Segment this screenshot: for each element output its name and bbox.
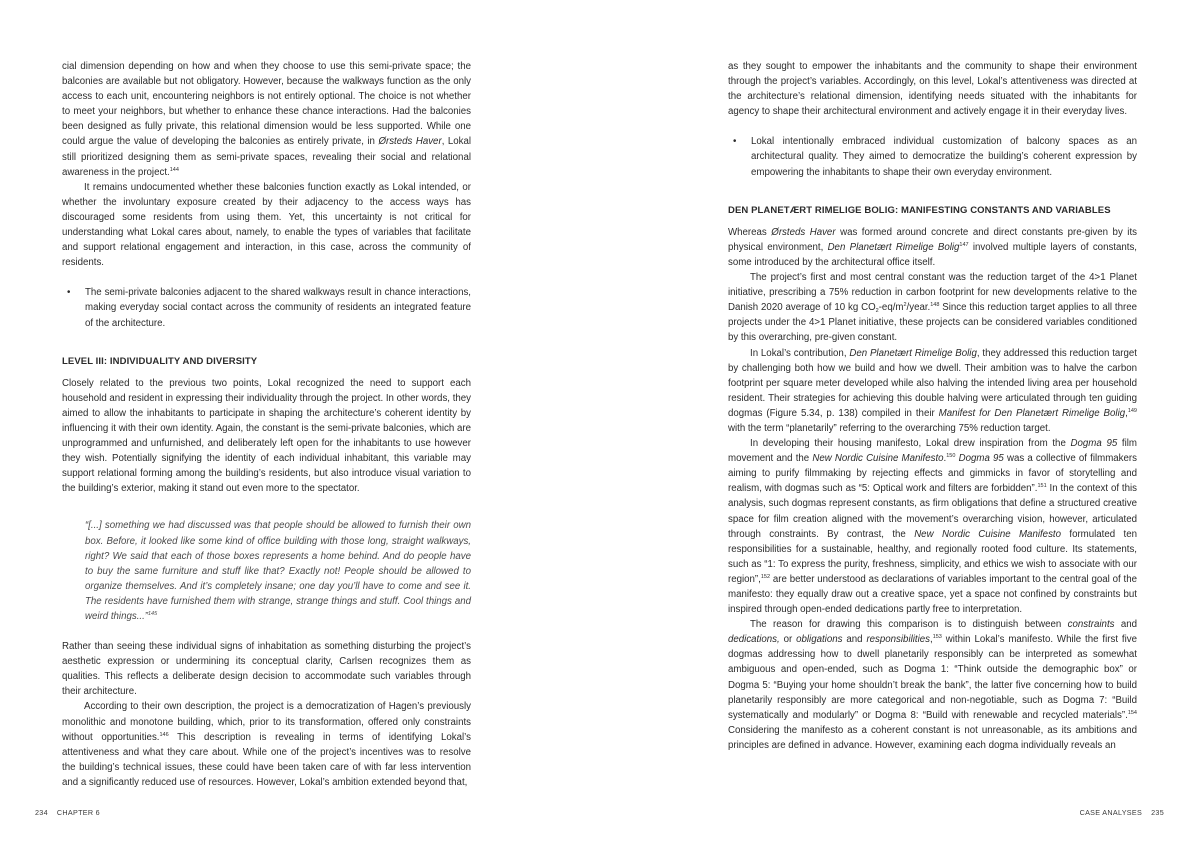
paragraph: In developing their housing manifesto, Lokal drew inspiration from the Dogma 95 film movement and the New Nordic Cuisine Manifesto.$^{150}$ Dogma 95 was a collective of filmmakers aiming to purify filmmaking by rejecting effects and gimmicks in favor of storytelling and realism, with dogmas such as “5: Optical work and filters are forbidden”.$^{151}$ In the context of this analysis, such dogmas represent constants, as firm obligations that define a structured creative space for film creation aligned with the movement’s overarching vision, however, articulated through constraints. By contrast, the New Nordic Cuisine Manifesto formulated ten responsibilities for a sustainable, healthy, and regionally rooted food culture. Its statements, such as “1: To express the purity, freshness, simplicity, and ethics we wish to associate with our region”,$^{152}$ are better understood as declarations of variables important to the central goal of the manifesto: they equally draw out a creative space, yet a space not confined by constraints but inspired through open-ended dedications partly free to interpretation. [728,438,1137,616]
paragraph: The project’s first and most central constant was the reduction target of the 4>1 Planet initiative, prescribing a 75% reduction in carbon footprint for new developments relative to the Danish 2020 average of 10 kg $CO_2-eq/m^2/year.^{148}$ Since this reduction target applies to all three projects under the 4>1 Planet initiative, these projects can be considered variables conditioned by this overarching, pre-given constant. [728,272,1137,344]
footnote-ref: 147 [959,241,969,248]
footnote-ref: 144 [169,166,179,173]
paragraph: Rather than seeing these individual signs of inhabitation as something disturbing the project’s aesthetic expression or undermining its conceptual clarity, Carlsen recognizes them as qualities. This reflects a deliberate design decision to accommodate such variables through their architecture. [62,641,471,698]
footnote-ref: 146 [159,731,169,738]
footnote-ref: 150 [946,453,956,460]
running-footer-label: CASE ANALYSES [1079,808,1143,817]
left-page-text-column [62,59,471,790]
bullet-item: • The semi-private balconies adjacent to the shared walkways result in chance interactions, making everyday social contact across the community of residents an integrated feature of the architecture. [67,287,471,329]
left-page-footer [35,808,100,817]
footnote-ref: 153 [932,634,942,641]
right-page-text-column [728,59,1137,753]
footnote-ref: 152 [760,573,771,580]
block-quote: “[...] something we had discussed was that people should be allowed to furnish their own box. Before, it looked like some kind of office building with those long, straight walkways, right? We said that each of those boxes represents a home behind. And do people have to buy the same furniture and stuff like that? Exactly not! People should be allowed to organize themselves. And it’s completely insane; one day you’ll have to come and see it. The residents have furnished them with strange, strange things and stuff. Cool things and weird things...”$^{145}$ [85,520,471,622]
footnote-ref: 145 [148,611,158,617]
page-number: 235 [1151,808,1164,817]
paragraph: as they sought to empower the inhabitants and the community to shape their environment through the project’s variables. Accordingly, on this level, Lokal’s attentiveness was directed at the architecture’s relational dimension, identifying needs situated with the inhabitants for agency to shape their architectural environment and actively engage it in their everyday lives. [728,61,1137,118]
section-heading: LEVEL III: INDIVIDUALITY AND DIVERSITY [62,355,258,367]
paragraph: cial dimension depending on how and when they choose to use this semi-private space; the balconies are available but not obligatory. However, because the walkways function as the only access to each unit, encountering neighbors is not entirely optional. The choice is not whether to meet your neighbors, but whether to enhance these chance interactions. Had the balconies been designed as fully private, this relational dimension would be less supported. While one could argue the value of developing the balconies as entirely private, in Ørsteds Haver, Lokal still prioritized designing them as semi-private spaces, revealing their social and relational awareness in the project.$^{144}$ [62,61,472,178]
right-page-footer [1080,808,1164,817]
paragraph: The reason for drawing this comparison is to distinguish between constraints and dedications, or obligations and responsibilities,$^{153}$ within Lokal’s manifesto. While the first five dogmas addressing how to dwell planetarily responsibly can be interpreted as somewhat ambiguous and open-ended, such as Dogma 1: “Think outside the demographic box” or Dogma 5: “Buying your home shouldn’t break the bank”, the latter five concerning how to build planetarily responsibly are more categorical and non-negotiable, such as Dogma 7: “Build systematically and modularly” or Dogma 8: “Build with renewable and recycled materials”.$^{154}$ Considering the manifesto as a coherent constant is not unreasonable, as its ambitions and principles are defined in advance. However, examining each dogma individually reveals an [728,619,1138,751]
paragraph: It remains undocumented whether these balconies function exactly as Lokal intended, or whether the involuntary exposure created by their adjacency to the access ways has discouraged some residents from using them. Yet, this uncertainty is not critical for understanding what Lokal cares about, namely, to enable the types of variables that facilitate and support relational engagement and interaction, in this case, across the community of residents. [62,181,471,269]
paragraph: Whereas Ørsteds Haver was formed around concrete and direct constants pre-given by its physical environment, Den Planetært Rimelige Bolig$^{147}$ involved multiple layers of constants, some introduced by the architectural office itself. [728,226,1137,268]
footnote-ref: 151 [1037,483,1047,490]
footnote-ref: 154 [1127,709,1137,716]
running-footer-label: CHAPTER 6 [56,808,100,817]
page-number: 234 [35,808,48,817]
bullet-item: • Lokal intentionally embraced individual customization of balcony spaces as an architectural quality. They aimed to democratize the building’s coherent expression by empowering the inhabitants to shape their own everyday environment. [733,136,1137,178]
footnote-ref: 148 [930,302,940,309]
paragraph: According to their own description, the project is a democratization of Hagen’s previously monolithic and monotone building, which, prior to its transformation, offered only constraints without opportunities.$^{146}$ This description is revealing in terms of identifying Lokal’s attentiveness and what they care about. While one of the project’s incentives was to resolve the building’s technical issues, these could have been taken care of with far less intervention and a significantly reduced use of resources. However, Lokal’s ambition extended beyond that, [62,701,471,788]
footnote-ref: 149 [1127,407,1137,414]
paragraph: Closely related to the previous two points, Lokal recognized the need to support each household and resident in expressing their individuality through the project. In other words, they aimed to allow the inhabitants to participate in shaping the architecture’s coherent identity by influencing it with their own identity. Again, the constant is the semi-private balconies, which are unprogrammed and unfurnished, and deliberately left open for the inhabitants to use however they wish. Potentially signifying the identity of each individual inhabitant, this variable may support relational forming among the building’s residents, but also introduce visual variation to the building’s exterior, making it stand out even more to the spectator. [62,377,471,495]
paragraph: In Lokal’s contribution, Den Planetært Rimelige Bolig, they addressed this reduction target by challenging both how we build and how we dwell. Their ambition was to halve the carbon footprint per square meter developed while also halving the intended living area per household resident. Their strategies for achieving this double halving were articulated through ten guiding dogmas (Figure 5.34, p. 138) compiled in their Manifest for Den Planetært Rimelige Bolig,$^{149}$ with the term “planetarily” referring to the overarching 75% reduction target. [728,347,1137,434]
section-heading: DEN PLANETÆRT RIMELIGE BOLIG: MANIFESTING CONSTANTS AND VARIABLES [728,204,1111,216]
